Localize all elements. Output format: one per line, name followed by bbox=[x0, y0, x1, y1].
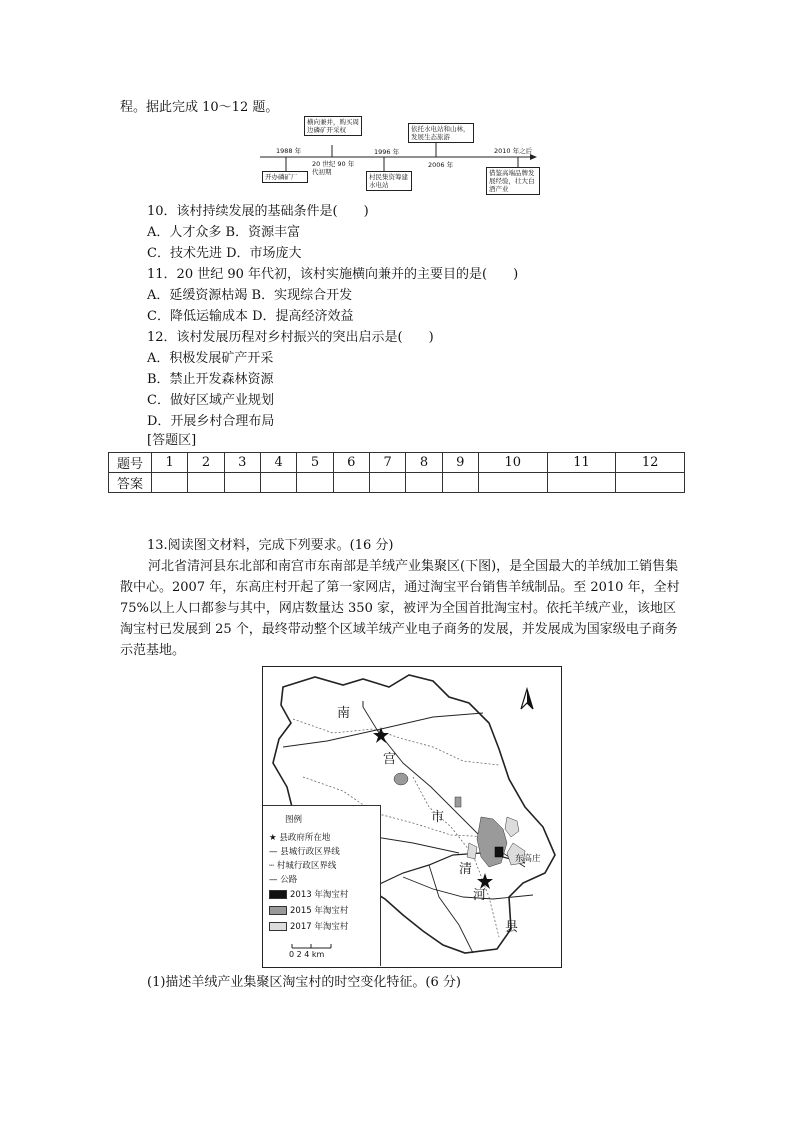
answer-number-9: 9 bbox=[442, 453, 478, 473]
legend-item-2013: 2013 年淘宝村 bbox=[269, 889, 348, 901]
answer-cell[interactable] bbox=[333, 473, 369, 493]
answer-number-12: 12 bbox=[616, 453, 685, 473]
q12-stem: 12．该村发展历程对乡村振兴的突出启示是( ) bbox=[147, 330, 434, 345]
solid-line-icon: — bbox=[269, 847, 281, 857]
q12-option-d: D．开展乡村合理布局 bbox=[147, 414, 275, 429]
q10-option-ab: A．人才众多 B．资源丰富 bbox=[147, 225, 301, 240]
timeline-year-2010: 2010 年之后 bbox=[494, 147, 533, 155]
q13-paragraph: 河北省清河县东北部和南宫市东南部是羊绒产业集聚区(下图)，是全国最大的羊绒加工销售集散中心。2007 年，东高庄村开起了第一家网店，通过淘宝平台销售羊绒制品。至 2010 年，全村 75%以上人口都参与其中，网店数量达 350 家，被评为全国首批淘宝村。依托羊绒产业，该地区淘宝村已发展到 25 个，最终带动整个区域羊绒产业电子商务的发展，并发展成为国家级电子商务示范基地。 bbox=[120, 559, 680, 658]
answer-number-11: 11 bbox=[547, 453, 616, 473]
answer-cell[interactable] bbox=[297, 473, 333, 493]
answer-cell[interactable] bbox=[188, 473, 224, 493]
taobao-village-2013-area bbox=[495, 847, 503, 857]
answer-number-1: 1 bbox=[152, 453, 188, 473]
timeline-event-3: 村民集资筹建水电站 bbox=[366, 171, 412, 191]
timeline-diagram bbox=[258, 115, 538, 200]
legend-item-2015: 2015 年淘宝村 bbox=[269, 905, 348, 917]
map-legend bbox=[263, 805, 381, 966]
answer-cell[interactable] bbox=[224, 473, 260, 493]
q11-option-cd: C．降低运输成本 D．提高经济效益 bbox=[147, 309, 354, 324]
map-label-qing: 清 bbox=[459, 862, 473, 877]
intro-line: 程。据此完成 10～12 题。 bbox=[120, 100, 279, 115]
timeline-event-5: 借鉴高端品牌发展经验，壮大白酒产业 bbox=[486, 167, 540, 195]
timeline-year-1996: 1996 年 bbox=[374, 148, 400, 156]
answer-number-7: 7 bbox=[369, 453, 405, 473]
road-line-icon: — bbox=[269, 875, 281, 885]
scale-label: 0 2 4 km bbox=[289, 950, 325, 959]
timeline-year-1988: 1988 年 bbox=[276, 147, 302, 155]
answer-number-4: 4 bbox=[260, 453, 296, 473]
map-label-donggaozhuang: 东高庄 bbox=[515, 854, 541, 864]
swatch-2017-icon bbox=[269, 922, 287, 931]
taobao-village-2015-area bbox=[394, 773, 408, 785]
q12-option-a: A．积极发展矿产开采 bbox=[147, 351, 274, 366]
map-label-he: 河 bbox=[473, 888, 487, 903]
answer-cell[interactable] bbox=[369, 473, 405, 493]
timeline-year-2006: 2006 年 bbox=[428, 161, 454, 169]
answer-cell[interactable] bbox=[547, 473, 616, 493]
answer-number-6: 6 bbox=[333, 453, 369, 473]
legend-item-county-seat: ★ 县政府所在地 bbox=[269, 833, 331, 843]
answer-table-label-answer: 答案 bbox=[109, 473, 152, 493]
answer-area-title: [答题区] bbox=[147, 433, 197, 448]
map-label-gong: 宫 bbox=[383, 752, 397, 767]
timeline-year-1990s: 20 世纪 90 年代初期 bbox=[312, 160, 355, 176]
answer-number-8: 8 bbox=[406, 453, 442, 473]
swatch-2013-icon bbox=[269, 890, 287, 899]
q11-stem: 11．20 世纪 90 年代初，该村实施横向兼并的主要目的是( ) bbox=[147, 267, 519, 282]
timeline-event-4: 依托水电站和山林，发展生态旅游 bbox=[408, 123, 474, 143]
swatch-2015-icon bbox=[269, 906, 287, 915]
answer-number-10: 10 bbox=[478, 453, 547, 473]
map-label-shi: 市 bbox=[431, 810, 445, 825]
legend-title: 图例 bbox=[285, 815, 303, 825]
answer-table-label-number: 题号 bbox=[109, 453, 152, 473]
dashed-line-icon: ┄ bbox=[269, 861, 277, 871]
answer-table-number-row bbox=[109, 453, 685, 473]
answer-number-5: 5 bbox=[297, 453, 333, 473]
q12-option-c: C．做好区域产业规划 bbox=[147, 393, 274, 408]
q13-title: 13.阅读图文材料，完成下列要求。(16 分) bbox=[147, 538, 394, 553]
legend-item-road: — 公路 bbox=[269, 875, 298, 885]
star-icon: ★ bbox=[269, 833, 280, 843]
answer-cell[interactable] bbox=[478, 473, 547, 493]
answer-cell[interactable] bbox=[616, 473, 685, 493]
q10-option-cd: C．技术先进 D．市场庞大 bbox=[147, 246, 302, 261]
map-label-nan: 南 bbox=[337, 706, 351, 721]
q11-option-ab: A．延缓资源枯竭 B．实现综合开发 bbox=[147, 288, 353, 303]
legend-item-county-boundary: — 县城行政区界线 bbox=[269, 847, 340, 857]
answer-table bbox=[108, 452, 685, 493]
answer-cell[interactable] bbox=[260, 473, 296, 493]
timeline-event-2: 横向兼并，购买周边磷矿开采权 bbox=[304, 116, 362, 136]
answer-number-3: 3 bbox=[224, 453, 260, 473]
answer-cell[interactable] bbox=[406, 473, 442, 493]
map-label-xian: 县 bbox=[505, 920, 519, 935]
answer-cell[interactable] bbox=[152, 473, 188, 493]
q13-sub1: (1)描述羊绒产业集聚区淘宝村的时空变化特征。(6 分) bbox=[147, 975, 461, 990]
legend-item-village-boundary: ┄ 村城行政区界线 bbox=[269, 861, 337, 871]
q10-stem: 10．该村持续发展的基础条件是( ) bbox=[147, 204, 369, 219]
answer-table-answer-row bbox=[109, 473, 685, 493]
answer-cell[interactable] bbox=[442, 473, 478, 493]
map-figure bbox=[262, 666, 562, 968]
taobao-village-2015-area bbox=[455, 797, 461, 807]
legend-item-2017: 2017 年淘宝村 bbox=[269, 921, 348, 933]
timeline-event-1: 开办磷矿厂 bbox=[262, 171, 308, 183]
answer-number-2: 2 bbox=[188, 453, 224, 473]
q12-option-b: B．禁止开发森林资源 bbox=[147, 372, 274, 387]
